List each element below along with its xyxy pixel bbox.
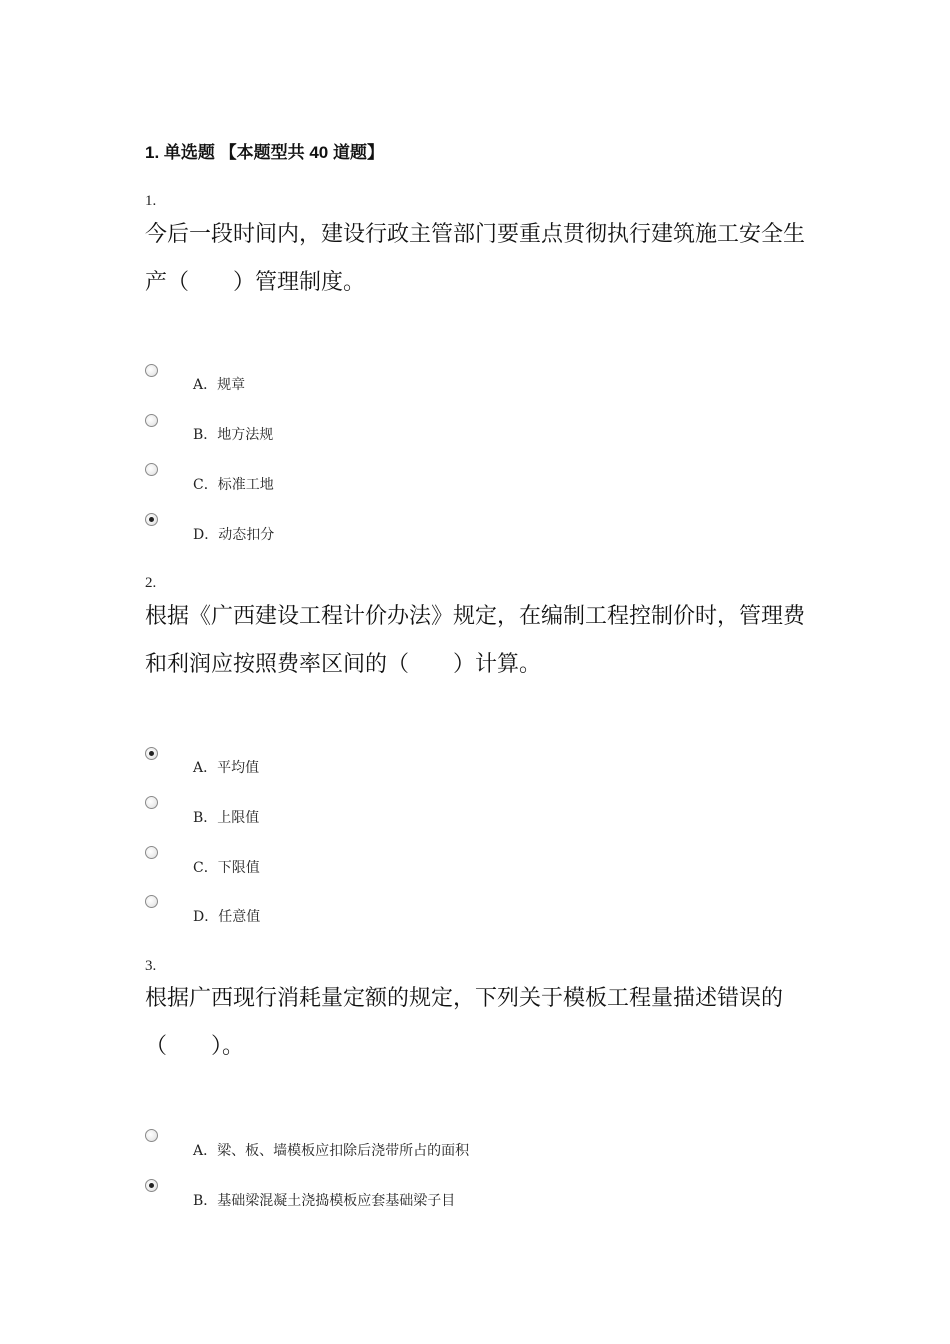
option-label: A．梁、板、墙模板应扣除后浇带所占的面积 [193, 1143, 470, 1159]
option-label: B．上限值 [193, 810, 260, 826]
radio-selected-dot [149, 751, 154, 756]
question-text: 今后一段时间内，建设行政主管部门要重点贯彻执行建筑施工安全生产（ ）管理制度。 [145, 222, 806, 295]
radio-option-d[interactable] [145, 895, 158, 908]
radio-option-a[interactable] [145, 1129, 158, 1142]
radio-option-b[interactable] [145, 414, 158, 427]
radio-option-c[interactable] [145, 846, 158, 859]
section-title: 1. 单选题 【本题型共 40 道题】 [145, 143, 384, 162]
option-label: B．地方法规 [193, 427, 274, 443]
question-text: 根据广西现行消耗量定额的规定，下列关于模板工程量描述错误的（ ）。 [145, 986, 784, 1059]
radio-option-c[interactable] [145, 463, 158, 476]
question-number: 1. [145, 193, 157, 209]
radio-selected-dot [149, 517, 154, 522]
question-text: 根据《广西建设工程计价办法》规定，在编制工程控制价时，管理费和利润应按照费率区间的（ ）计算。 [145, 604, 806, 677]
option-label: C．下限值 [193, 860, 260, 876]
option-label: D．任意值 [193, 909, 261, 925]
radio-option-d-selected[interactable] [145, 513, 158, 526]
radio-option-a[interactable] [145, 364, 158, 377]
option-label: B．基础梁混凝土浇捣模板应套基础梁子目 [193, 1193, 456, 1209]
question-number: 3. [145, 958, 157, 974]
question-number: 2. [145, 575, 157, 591]
option-label: A．平均值 [193, 760, 260, 776]
radio-selected-dot [149, 1183, 154, 1188]
option-label: D．动态扣分 [193, 527, 275, 543]
option-label: A．规章 [193, 377, 246, 393]
radio-option-b[interactable] [145, 796, 158, 809]
radio-option-b-selected[interactable] [145, 1179, 158, 1192]
option-label: C．标准工地 [193, 477, 274, 493]
radio-option-a-selected[interactable] [145, 747, 158, 760]
